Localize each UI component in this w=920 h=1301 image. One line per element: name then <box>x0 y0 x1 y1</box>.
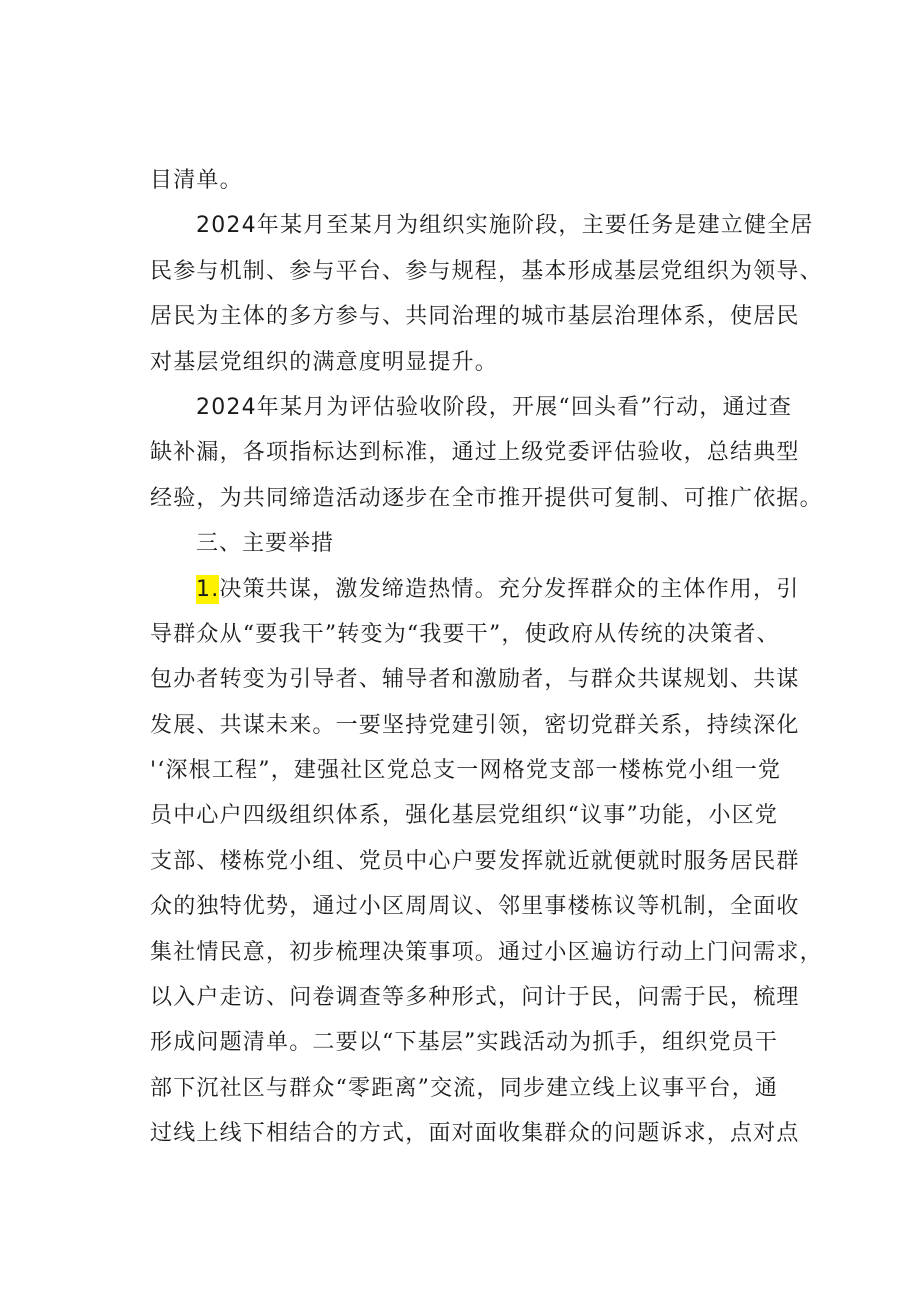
paragraph-measure-1: 1.决策共谋，激发缔造热情。充分发挥群众的主体作用，引 <box>196 576 800 602</box>
body-line-14: '‘深根工程”，建强社区党总支一网格党支部一楼栋党小组一党 <box>150 758 782 784</box>
list-marker-highlighted: 1. <box>196 576 220 602</box>
body-line-1: 目清单。 <box>150 168 243 193</box>
document-body <box>150 158 823 1157</box>
body-line-15: 员中心户四级组织体系，强化基层党组织“议事”功能，小区党 <box>150 803 779 829</box>
body-line-20: 形成问题清单。二要以“下基层”实践活动为抓手，组织党员干 <box>150 1030 779 1056</box>
body-line-19: 以入户走访、问卷调查等多种形式，问计于民，问需于民，梳理 <box>150 985 800 1011</box>
body-line-4: 居民为主体的多方参与、共同治理的城市基层治理体系，使居民 <box>150 304 800 330</box>
year-number: 2024 <box>196 213 257 239</box>
body-line-16: 支部、楼栋党小组、党员中心户要发挥就近就便就时服务居民群 <box>150 848 800 874</box>
body-line-22: 过线上线下相结合的方式，面对面收集群众的问题诉求，点对点 <box>150 1121 800 1147</box>
body-line-13: 发展、共谋未来。一要坚持党建引领，密切党群关系，持续深化 <box>150 712 800 738</box>
body-line-5: 对基层党组织的满意度明显提升。 <box>150 349 499 375</box>
year-number: 2024 <box>196 394 257 420</box>
body-line-12: 包办者转变为引导者、辅导者和激励者，与群众共谋规划、共谋 <box>150 667 800 693</box>
body-line-11: 导群众从“要我干”转变为“我要干”，使政府从传统的决策者、 <box>150 621 780 647</box>
paragraph-implementation-phase: 2024年某月至某月为组织实施阶段，主要任务是建立健全居 <box>196 213 814 239</box>
body-line-17: 众的独特优势，通过小区周周议、邻里事楼栋议等机制，全面收 <box>150 894 800 920</box>
body-line-8: 经验，为共同缔造活动逐步在全市推开提供可复制、可推广依据。 <box>150 485 823 511</box>
body-line-7: 缺补漏，各项指标达到标准，通过上级党委评估验收，总结典型 <box>150 440 800 466</box>
paragraph-evaluation-phase: 2024年某月为评估验收阶段，开展“回头看”行动，通过查 <box>196 394 793 420</box>
body-line-3: 民参与机制、参与平台、参与规程，基本形成基层党组织为领导、 <box>150 258 823 284</box>
body-line-21: 部下沉社区与群众“零距离”交流，同步建立线上议事平台，通 <box>150 1075 779 1101</box>
section-heading: 三、主要举措 <box>196 531 335 557</box>
body-line-18: 集社情民意，初步梳理决策事项。通过小区遍访行动上门问需求， <box>150 939 823 965</box>
